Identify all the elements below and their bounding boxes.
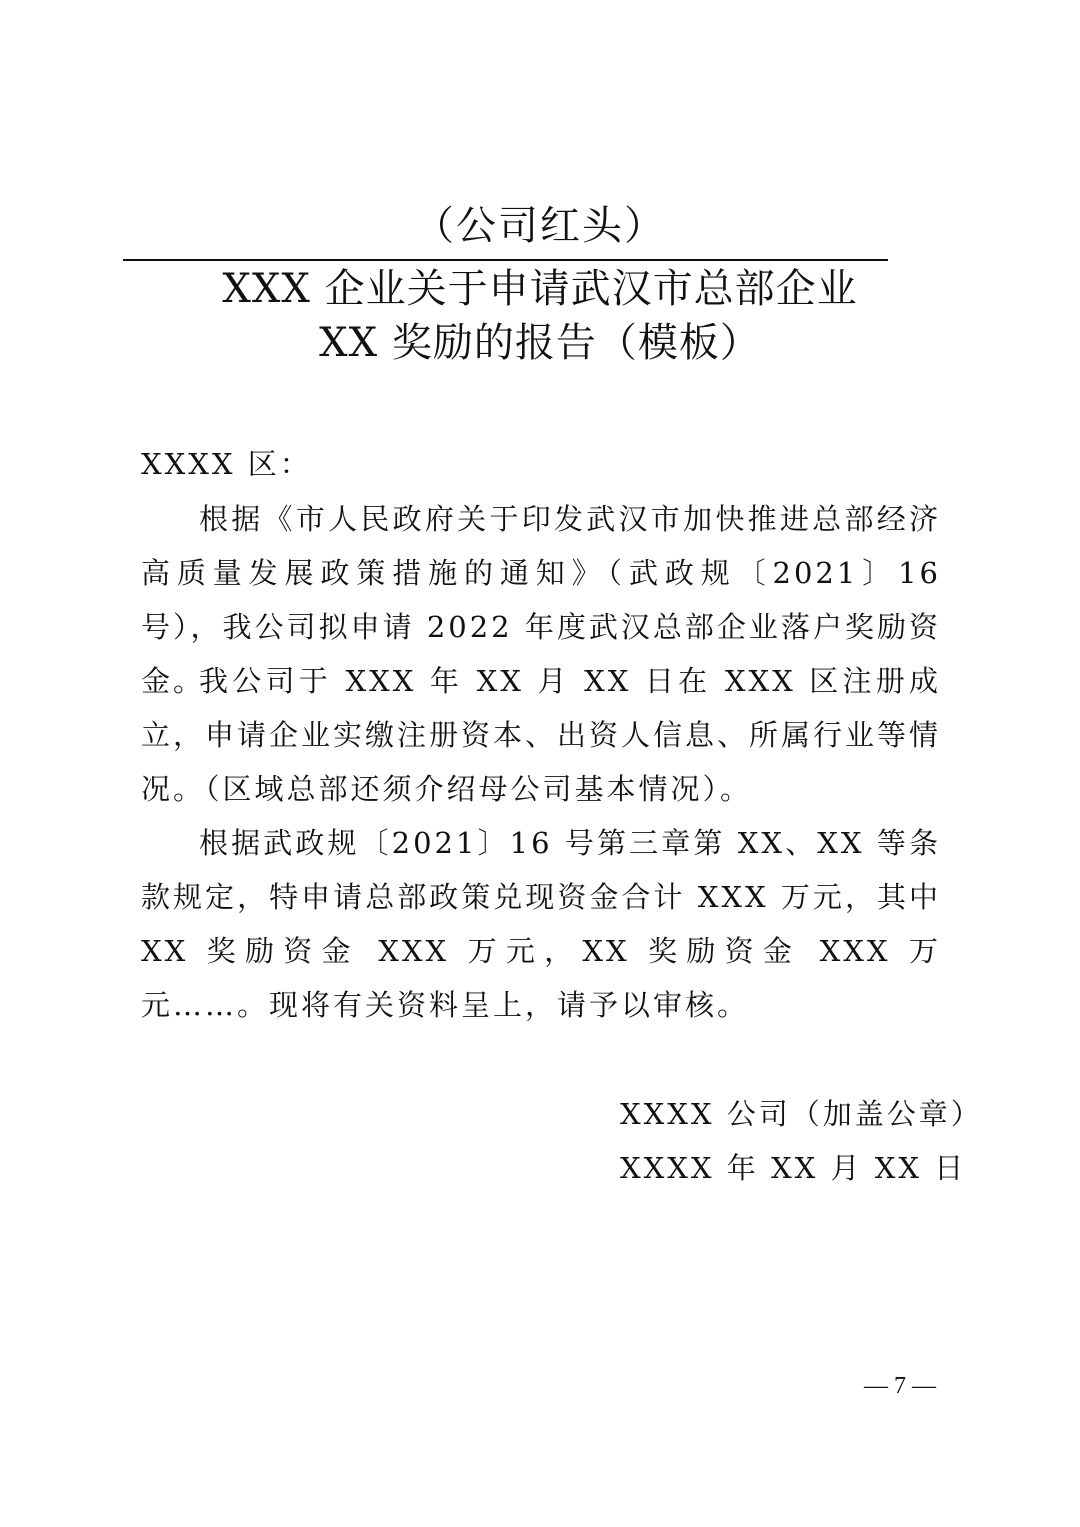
letterhead-placeholder: （公司红头） [414, 203, 666, 249]
paragraph-funding-request: 根据武政规〔2021〕16 号第三章第 XX、XX 等条款规定，特申请总部政策兑现资金合计 XXX 万元，其中 XX 奖励资金 XXX 万元，XX 奖励资金 XXX 万元……。现将有关资料呈上，请予以审核。 [141, 826, 941, 1022]
paragraph-company-info: 我公司于 XXX 年 XX 月 XX 日在 XXX 区注册成立，申请企业实缴注册资本、出资人信息、所属行业等情况。（区域总部还须介绍母公司基本情况）。 [141, 664, 942, 806]
signature-date: XXXX 年 XX 月 XX 日 [620, 1151, 967, 1185]
signature-company: XXXX 公司（加盖公章） [620, 1097, 983, 1131]
page-number: — 7 — [864, 1373, 936, 1399]
paragraph-policy-basis: 根据《市人民政府关于印发武汉市加快推进总部经济高质量发展政策措施的通知》（武政规〔2021〕16 号），我公司拟申请 2022 年度武汉总部企业落户奖励资金。 [141, 502, 941, 698]
salutation: XXXX 区： [141, 447, 312, 481]
document-title-line-1: XXX 企业关于申请武汉市总部企业 [222, 266, 858, 312]
document-title-line-2: XX 奖励的报告（模板） [319, 320, 761, 366]
